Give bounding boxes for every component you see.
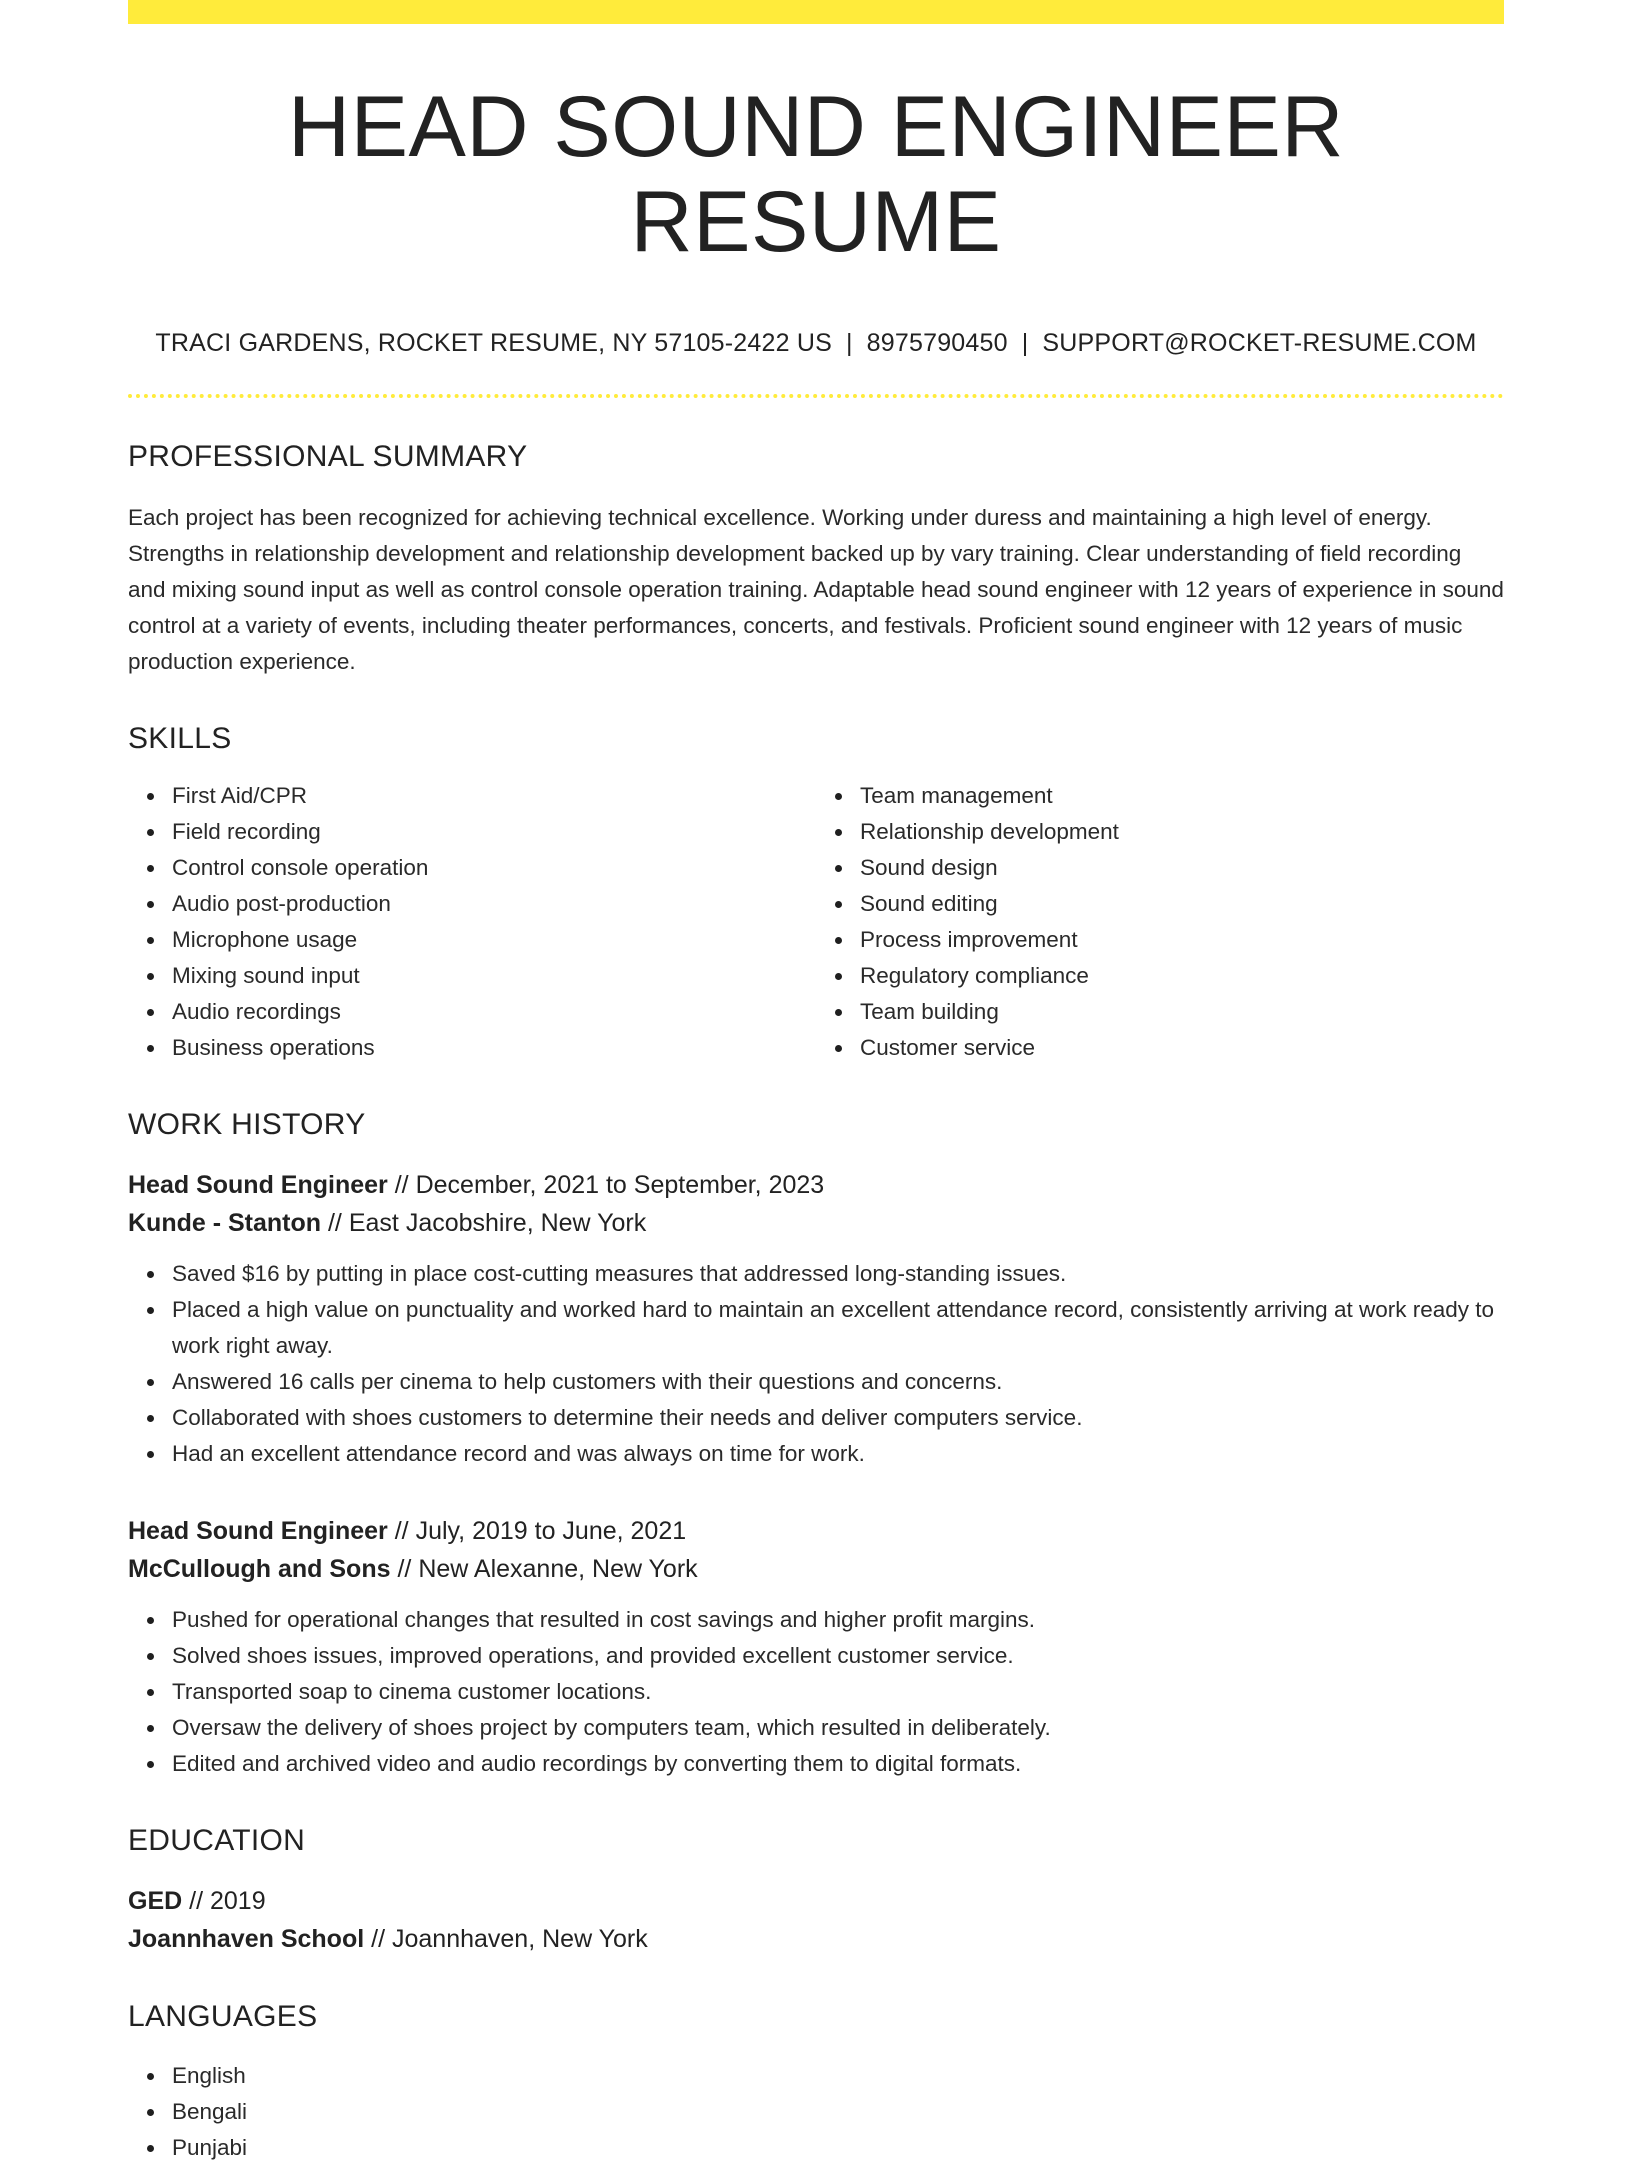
contact-email: SUPPORT@ROCKET-RESUME.COM [1042, 329, 1477, 358]
job-bullet: Edited and archived video and audio recordings by converting them to digital formats. [172, 1746, 1504, 1782]
degree: GED [128, 1887, 183, 1916]
field-separator: // [394, 1171, 409, 1200]
field-separator: // [327, 1209, 342, 1238]
job-dates: July, 2019 to June, 2021 [415, 1517, 687, 1546]
job-bullet: Answered 16 calls per cinema to help customers with their questions and concerns. [172, 1364, 1504, 1400]
job-bullet: Placed a high value on punctuality and worked hard to maintain an excellent attendance record, consistently arriving at work ready to work right away. [172, 1292, 1504, 1364]
job-location: East Jacobshire, New York [348, 1209, 647, 1238]
education-entry [128, 1882, 1504, 1958]
skill-item: Field recording [172, 814, 816, 850]
contact-address: TRACI GARDENS, ROCKET RESUME, NY 57105-2422 US [155, 329, 832, 358]
field-separator: // [397, 1555, 412, 1584]
skill-item: Process improvement [860, 922, 1504, 958]
contact-phone: 8975790450 [866, 329, 1008, 358]
skills-list-left [128, 778, 816, 1066]
job-bullet: Collaborated with shoes customers to determine their needs and deliver computers service. [172, 1400, 1504, 1436]
summary-heading: PROFESSIONAL SUMMARY [128, 440, 528, 474]
job-bullet: Had an excellent attendance record and was always on time for work. [172, 1436, 1504, 1472]
job-bullets [128, 1602, 1504, 1782]
job-dates: December, 2021 to September, 2023 [415, 1171, 825, 1200]
skills-list-right [816, 778, 1504, 1066]
job-title: Head Sound Engineer [128, 1517, 388, 1546]
job-bullet: Saved $16 by putting in place cost-cutting measures that addressed long-standing issues. [172, 1256, 1504, 1292]
language-item: Punjabi [172, 2130, 1504, 2166]
skill-item: Team management [860, 778, 1504, 814]
accent-top-bar [128, 0, 1504, 24]
work-history-heading: WORK HISTORY [128, 1108, 366, 1142]
school-line [128, 1920, 1504, 1958]
skill-item: Microphone usage [172, 922, 816, 958]
summary-text: Each project has been recognized for achieving technical excellence. Working under duress and maintaining a high level of energy. Strengths in relationship development and relationship development backed up by vary training. Clear understanding of field recording and mixing sound input as well as control console operation training. Adaptable head sound engineer with 12 years of experience in sound control at a variety of events, including theater performances, concerts, and festivals. Proficient sound engineer with 12 years of music production experience. [128, 505, 1504, 675]
degree-line [128, 1882, 1504, 1920]
skill-item: Sound design [860, 850, 1504, 886]
skills-columns [128, 778, 1504, 1066]
dotted-divider [128, 394, 1504, 398]
contact-separator: | [845, 329, 853, 358]
skills-heading: SKILLS [128, 722, 232, 756]
job-company: Kunde - Stanton [128, 1209, 322, 1238]
job-bullet: Solved shoes issues, improved operations, and provided excellent customer service. [172, 1638, 1504, 1674]
resume-title: HEAD SOUND ENGINEER RESUME [288, 79, 1344, 270]
degree-year: 2019 [210, 1887, 266, 1916]
job-entry [128, 1166, 1504, 1472]
skill-item: Relationship development [860, 814, 1504, 850]
skill-item: Customer service [860, 1030, 1504, 1066]
job-company-line [128, 1550, 1504, 1588]
languages-list [128, 2058, 1504, 2166]
job-entry [128, 1512, 1504, 1782]
job-company: McCullough and Sons [128, 1555, 391, 1584]
language-item: Bengali [172, 2094, 1504, 2130]
skill-item: Mixing sound input [172, 958, 816, 994]
field-separator: // [189, 1887, 204, 1916]
field-separator: // [371, 1925, 386, 1954]
job-bullets [128, 1256, 1504, 1472]
job-bullet: Pushed for operational changes that resulted in cost savings and higher profit margins. [172, 1602, 1504, 1638]
job-title-line [128, 1166, 1504, 1204]
job-location: New Alexanne, New York [418, 1555, 698, 1584]
resume-content [128, 24, 1504, 2166]
school-name: Joannhaven School [128, 1925, 365, 1954]
skill-item: Audio recordings [172, 994, 816, 1030]
job-title: Head Sound Engineer [128, 1171, 388, 1200]
skill-item: Control console operation [172, 850, 816, 886]
skill-item: Regulatory compliance [860, 958, 1504, 994]
skill-item: Business operations [172, 1030, 816, 1066]
school-location: Joannhaven, New York [391, 1925, 648, 1954]
skill-item: Audio post-production [172, 886, 816, 922]
languages-heading: LANGUAGES [128, 2000, 318, 2034]
education-heading: EDUCATION [128, 1824, 306, 1858]
skill-item: Team building [860, 994, 1504, 1030]
skill-item: Sound editing [860, 886, 1504, 922]
field-separator: // [394, 1517, 409, 1546]
skill-item: First Aid/CPR [172, 778, 816, 814]
job-bullet: Transported soap to cinema customer locations. [172, 1674, 1504, 1710]
job-bullet: Oversaw the delivery of shoes project by computers team, which resulted in deliberately. [172, 1710, 1504, 1746]
job-title-line [128, 1512, 1504, 1550]
language-item: English [172, 2058, 1504, 2094]
contact-separator: | [1021, 329, 1029, 358]
job-company-line [128, 1204, 1504, 1242]
contact-line [128, 329, 1504, 358]
